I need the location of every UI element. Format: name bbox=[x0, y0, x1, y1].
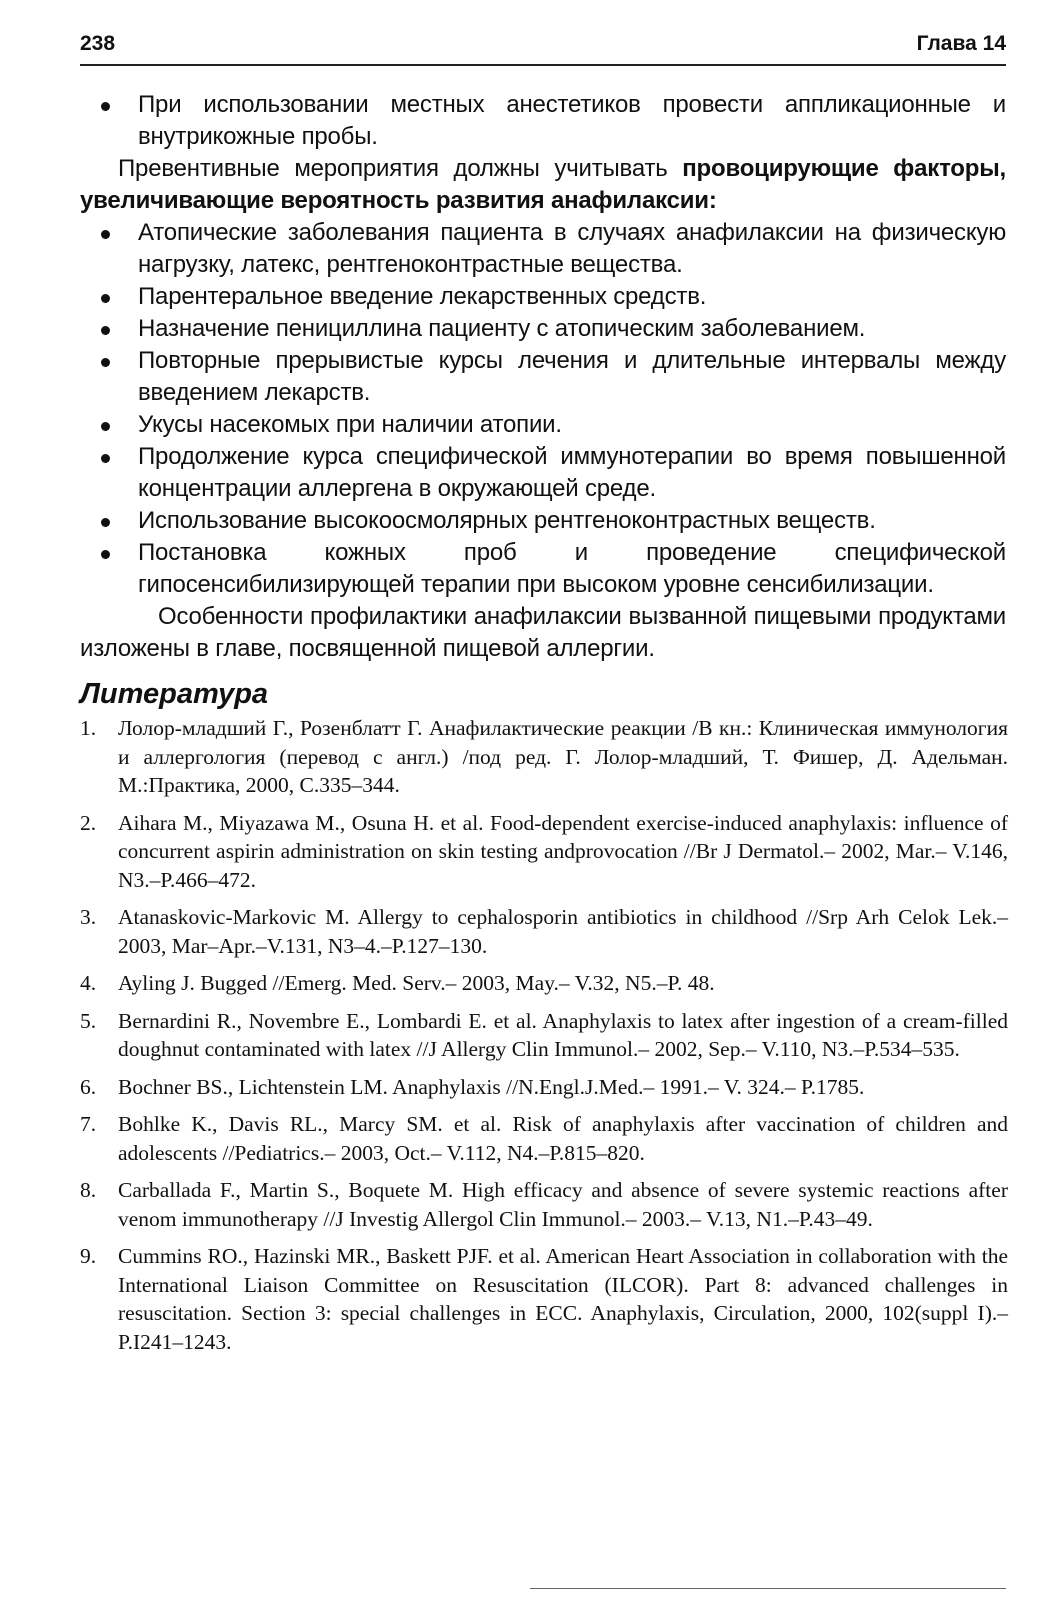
reference-item bbox=[80, 1242, 1008, 1356]
intro-bullet-list bbox=[80, 89, 1006, 153]
reference-number: 1. bbox=[80, 716, 97, 740]
reference-item bbox=[80, 1007, 1008, 1064]
reference-item bbox=[80, 809, 1008, 895]
bullet-text: Укусы насекомых при наличии атопии. bbox=[138, 411, 562, 438]
chapter-title: Глава 14 bbox=[916, 32, 1006, 55]
reference-text: Aihara M., Miyazawa M., Osuna H. et al. Food-dependent exercise-induced anaphylaxis: influence of concurrent aspirin administration on skin testing andprovocation //Br J Dermatol.– 2002, Mar.– V.146, N3.–P.466–472. bbox=[118, 810, 1008, 892]
bullet-text: Атопические заболевания пациента в случаях анафилаксии на физическую нагрузку, латекс, рентгеноконтрастные вещества. bbox=[138, 219, 1006, 278]
reference-text: Ayling J. Bugged //Emerg. Med. Serv.– 2003, May.– V.32, N5.–P. 48. bbox=[118, 971, 715, 995]
bullet-icon bbox=[101, 550, 110, 559]
bullet-text: Парентеральное введение лекарственных средств. bbox=[138, 283, 707, 310]
bullet-text: Повторные прерывистые курсы лечения и длительные интервалы между введением лекарств. bbox=[138, 347, 1006, 406]
bullet-item bbox=[80, 441, 1006, 505]
bullet-text: Назначение пенициллина пациенту с атопическим заболеванием. bbox=[138, 315, 866, 342]
reference-number: 9. bbox=[80, 1244, 97, 1268]
reference-number: 4. bbox=[80, 971, 97, 995]
closing-paragraph: Особенности профилактики анафилаксии вызванной пищевыми продуктами изложены в главе, посвященной пищевой аллергии. bbox=[80, 603, 1006, 662]
main-text bbox=[80, 89, 1006, 665]
preventive-bold: провоцирующие факторы, увеличивающие вероятность развития анафилаксии: bbox=[80, 155, 1006, 214]
reference-text: Atanaskovic-Markovic M. Allergy to cephalosporin antibiotics in childhood //Srp Arh Celok Lek.– 2003, Mar–Apr.–V.131, N3–4.–P.127–130. bbox=[118, 905, 1008, 958]
reference-text: Bernardini R., Novembre E., Lombardi E. et al. Anaphylaxis to latex after ingestion of a cream-filled doughnut contaminated with latex //J Allergy Clin Immunol.– 2002, Sep.– V.110, N3.–P.534–535. bbox=[118, 1008, 1008, 1061]
reference-number: 3. bbox=[80, 905, 97, 929]
reference-item bbox=[80, 1176, 1008, 1233]
bullet-text: Постановка кожных проб и проведение специфической гипосенсибилизирующей терапии при высоком уровне сенсибилизации. bbox=[138, 539, 1006, 598]
reference-text: Bohlke K., Davis RL., Marcy SM. et al. Risk of anaphylaxis after vaccination of children and adolescents //Pediatrics.– 2003, Oct.– V.112, N4.–P.815–820. bbox=[118, 1112, 1008, 1165]
reference-item bbox=[80, 969, 1008, 998]
bullet-text: Использование высокоосмолярных рентгеноконтрастных веществ. bbox=[138, 507, 876, 534]
bullet-item bbox=[80, 537, 1006, 601]
reference-text: Bochner BS., Lichtenstein LM. Anaphylaxis //N.Engl.J.Med.– 1991.– V. 324.– P.1785. bbox=[118, 1074, 865, 1099]
bullet-item bbox=[80, 505, 1006, 537]
footer-rule bbox=[530, 1588, 1006, 1589]
reference-number: 7. bbox=[80, 1112, 97, 1136]
bullet-item bbox=[80, 345, 1006, 409]
reference-number: 8. bbox=[80, 1178, 97, 1202]
page-number: 238 bbox=[80, 32, 116, 55]
running-header bbox=[80, 30, 1006, 66]
preventive-lead: Превентивные мероприятия должны учитывать bbox=[118, 155, 683, 182]
bullet-icon bbox=[101, 358, 110, 367]
bullet-text: При использовании местных анестетиков провести аппликационные и внутрикожные пробы. bbox=[138, 91, 1006, 150]
reference-number: 5. bbox=[80, 1008, 97, 1033]
preventive-paragraph bbox=[80, 153, 1006, 217]
bullet-text: Продолжение курса специфической иммунотерапии во время повышенной концентрации аллергена в окружающей среде. bbox=[138, 443, 1006, 502]
reference-text: Carballada F., Martin S., Boquete M. High efficacy and absence of severe systemic reactions after venom immunotherapy //J Investig Allergol Clin Immunol.– 2003.– V.13, N1.–P.43–49. bbox=[118, 1178, 1008, 1231]
reference-number: 2. bbox=[80, 810, 97, 835]
bullet-item bbox=[80, 409, 1006, 441]
reference-number: 6. bbox=[80, 1074, 97, 1099]
bullet-item bbox=[80, 281, 1006, 313]
bullet-icon bbox=[101, 422, 110, 431]
factors-bullet-list bbox=[80, 217, 1006, 601]
bullet-icon bbox=[101, 102, 110, 111]
reference-item bbox=[80, 1073, 1008, 1102]
reference-text: Лолор-младший Г., Розенблатт Г. Анафилактические реакции /В кн.: Клиническая иммунология и аллергология (перевод с англ.) /под ред. Г. Лолор-младший, Т. Фишер, Д. Адельман. М.:Практика, 2000, С.335–344. bbox=[118, 716, 1008, 797]
reference-item bbox=[80, 1110, 1008, 1167]
bullet-item bbox=[80, 217, 1006, 281]
bullet-item bbox=[80, 313, 1006, 345]
literature-heading: Литература bbox=[80, 678, 269, 710]
reference-item bbox=[80, 903, 1008, 960]
bullet-icon bbox=[101, 518, 110, 527]
bullet-icon bbox=[101, 230, 110, 239]
bullet-icon bbox=[101, 326, 110, 335]
reference-text: Cummins RO., Hazinski MR., Baskett PJF. et al. American Heart Association in collaboration with the International Liaison Committee on Resuscitation (ILCOR). Part 8: advanced challenges in resuscitation. Section 3: special challenges in ECC. Anaphylaxis, Circulation, 2000, 102(suppl I).– P.I241–1243. bbox=[118, 1244, 1008, 1354]
bullet-item bbox=[80, 89, 1006, 153]
reference-list bbox=[80, 714, 1008, 1365]
bullet-icon bbox=[101, 454, 110, 463]
bullet-icon bbox=[101, 294, 110, 303]
reference-item bbox=[80, 714, 1008, 800]
